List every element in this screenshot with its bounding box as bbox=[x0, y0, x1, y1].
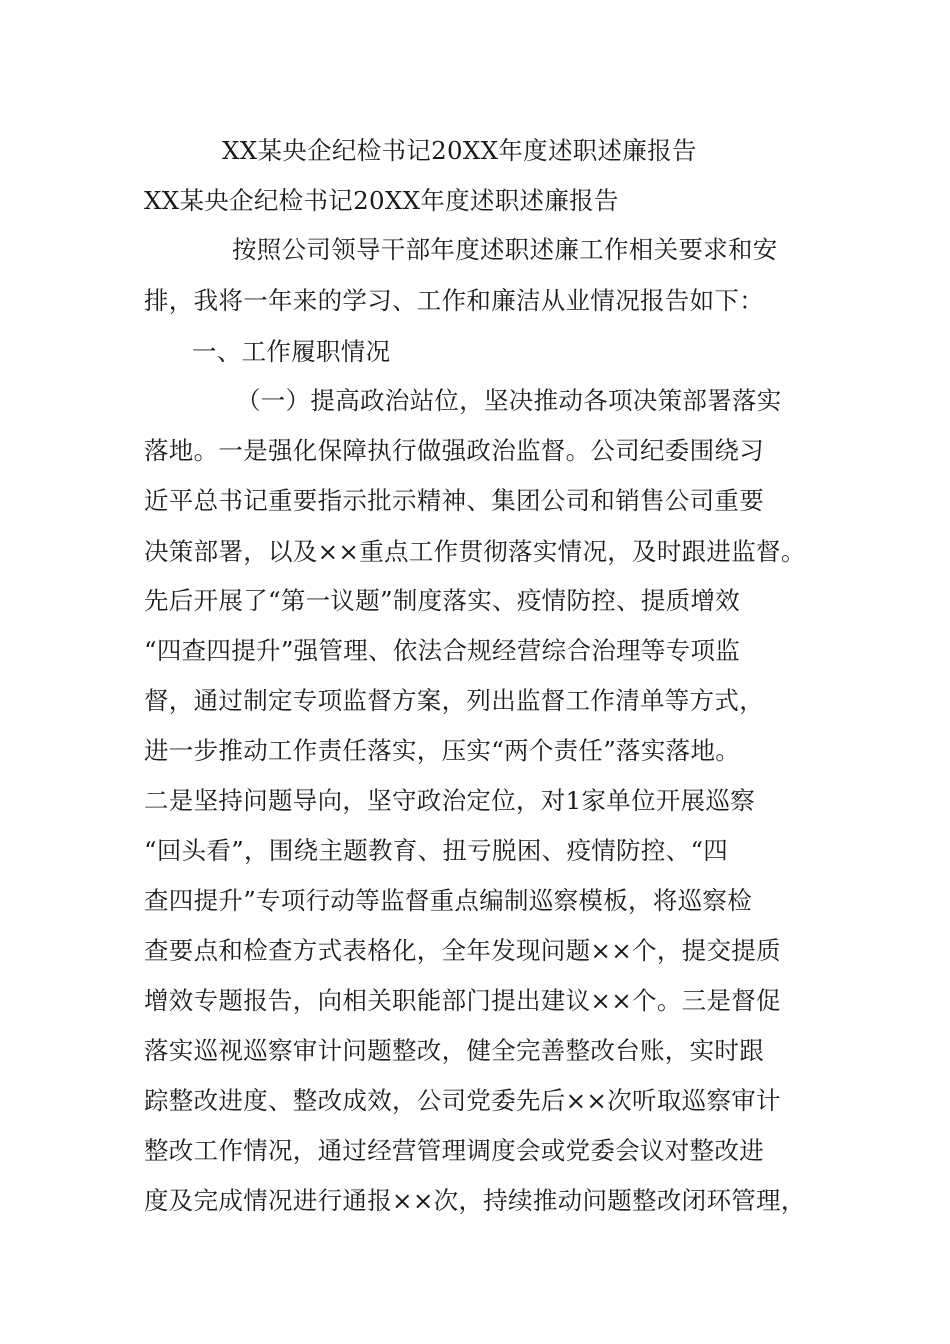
paragraph-line: 增效专题报告，向相关职能部门提出建议××个。三是督促 bbox=[144, 986, 781, 1015]
paragraph-line: 排，我将一年来的学习、工作和廉洁从业情况报告如下： bbox=[144, 286, 764, 315]
subsection-heading: （一）提高政治站位，坚决推动各项决策部署落实 bbox=[236, 386, 782, 415]
paragraph-line: 督，通过制定专项监督方案，列出监督工作清单等方式， bbox=[144, 686, 764, 715]
paragraph-line: 决策部署，以及××重点工作贯彻落实情况，及时跟进监督。 bbox=[144, 537, 806, 566]
paragraph-line: 查四提升”专项行动等监督重点编制巡察模板，将巡察检 bbox=[144, 886, 753, 915]
paragraph-line: 度及完成情况进行通报××次，持续推动问题整改闭环管理， bbox=[144, 1186, 806, 1215]
document-subtitle: XX某央企纪检书记20XX年度述职述廉报告 bbox=[144, 186, 619, 215]
paragraph-line: 按照公司领导干部年度述职述廉工作相关要求和安 bbox=[232, 235, 778, 264]
paragraph-line: “回头看”，围绕主题教育、扭亏脱困、疫情防控、“四 bbox=[144, 836, 729, 865]
paragraph-line: 踪整改进度、整改成效，公司党委先后××次听取巡察审计 bbox=[144, 1086, 781, 1115]
document-title: XX某央企纪检书记20XX年度述职述廉报告 bbox=[222, 136, 697, 165]
paragraph-line: 进一步推动工作责任落实，压实“两个责任”落实落地。 bbox=[144, 736, 741, 765]
section-heading: 一、工作履职情况 bbox=[192, 337, 391, 366]
paragraph-line: 近平总书记重要指示批示精神、集团公司和销售公司重要 bbox=[144, 486, 764, 515]
paragraph-line: 先后开展了“第一议题”制度落实、疫情防控、提质增效 bbox=[144, 586, 741, 615]
paragraph-line: 二是坚持问题导向，坚守政治定位，对1家单位开展巡察 bbox=[144, 786, 756, 815]
paragraph-line: 整改工作情况，通过经营管理调度会或党委会议对整改进 bbox=[144, 1136, 764, 1165]
paragraph-line: 落地。一是强化保障执行做强政治监督。公司纪委围绕习 bbox=[144, 436, 764, 465]
paragraph-line: 落实巡视巡察审计问题整改，健全完善整改台账，实时跟 bbox=[144, 1036, 764, 1065]
paragraph-line: 查要点和检查方式表格化，全年发现问题××个，提交提质 bbox=[144, 936, 781, 965]
paragraph-line: “四查四提升”强管理、依法合规经营综合治理等专项监 bbox=[144, 636, 741, 665]
